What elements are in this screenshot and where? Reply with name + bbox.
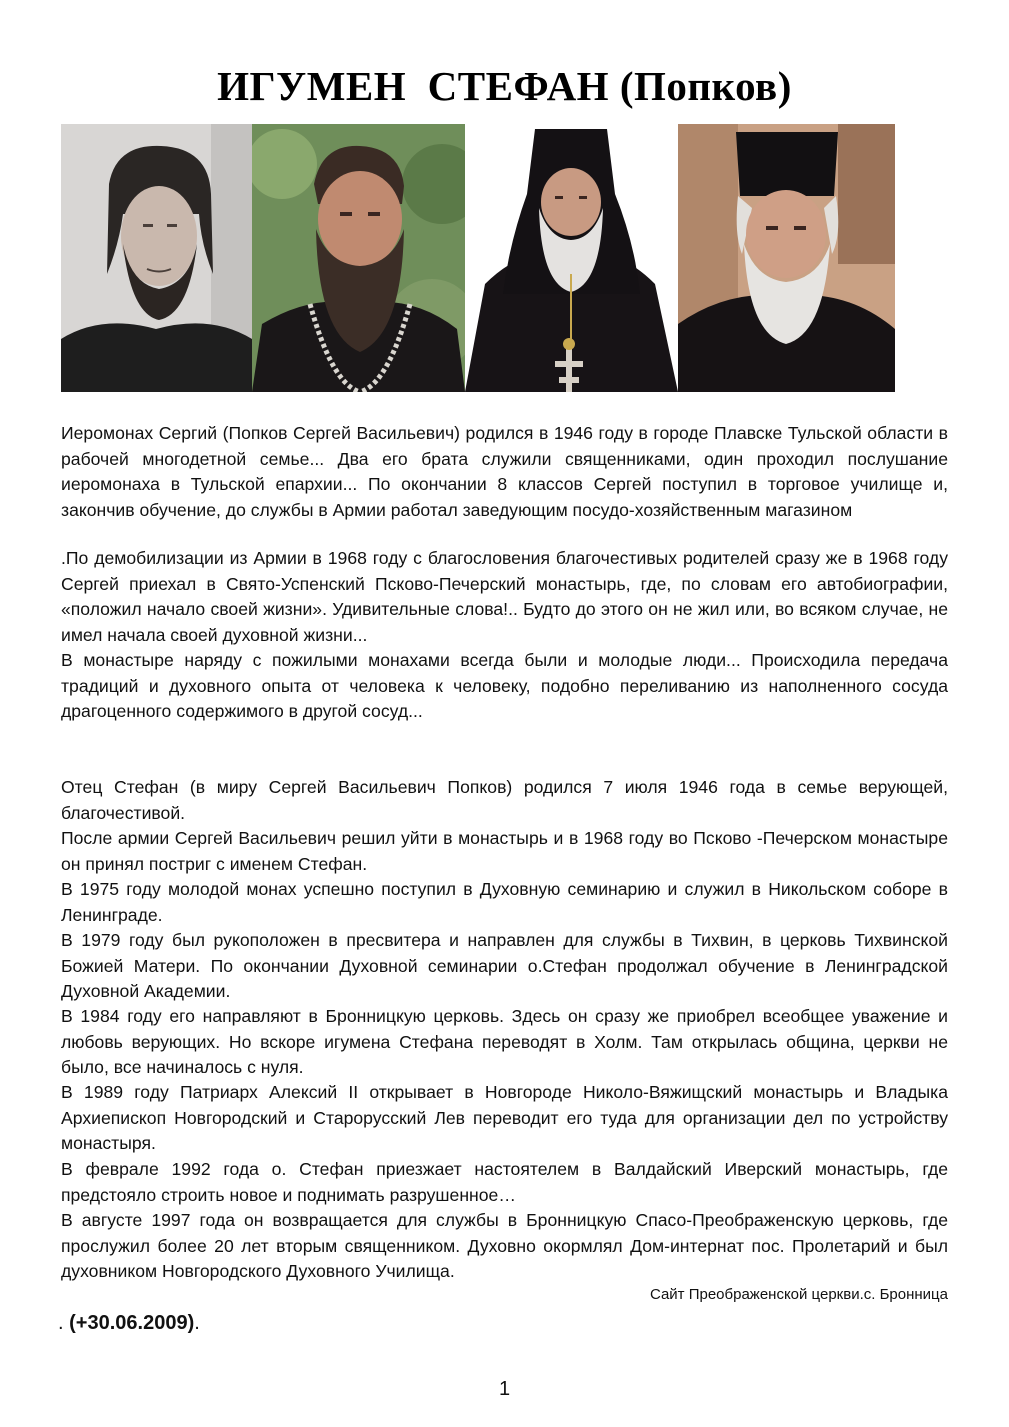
death-date-line (58, 1312, 200, 1335)
photo-elderly-priest-in-kamilavka (678, 124, 895, 392)
paragraph-3: В монастыре наряду с пожилыми монахами всегда были и молодые люди... Происходила передача традиций и духовного опыта от человека к человеку, подобно переливанию из наполненного сосуда драгоценного содержимого в другой сосуд... (61, 650, 948, 722)
photo-priest-with-cross-chain (252, 124, 465, 392)
paragraph-4: Отец Стефан (в миру Сергей Васильевич Попков) родился 7 июля 1946 года в семье верующей, благочестивой. (61, 777, 948, 823)
paragraph-5: После армии Сергей Васильевич решил уйти в монастырь и в 1968 году во Псково -Печерском монастыре он принял постриг с именем Стефан. (61, 828, 948, 874)
paragraph-11: В августе 1997 года он возвращается для службы в Бронницкую Спасо-Преображенскую церковь, где прослужил более 20 лет вторым священником. Духовно окормлял Дом-интернат пос. Пролетарий и был духовником Новгородского Духовного Училища. (61, 1210, 948, 1282)
death-date: (+30.06.2009) (69, 1312, 195, 1334)
paragraph-10: В феврале 1992 года о. Стефан приезжает настоятелем в Валдайский Иверский монастырь, где предстояло строить новое и поднимать разрушенное… (61, 1159, 948, 1205)
photo-hegumen-in-klobuk (465, 124, 678, 392)
death-prefix: . (58, 1312, 70, 1334)
page-number: 1 (498, 1378, 511, 1400)
source-credit: Сайт Преображенской церкви.с. Бронница (649, 1286, 948, 1303)
paragraph-9: В 1989 году Патриарх Алексий II открывает в Новгороде Николо-Вяжищский монастырь и Владыка Архиепископ Новгородский и Старорусский Лев переводит его туда для организации дел по устройству монастыря. (61, 1082, 948, 1154)
photo-young-monk (61, 124, 252, 392)
page-title: ИГУМЕН СТЕФАН (Попков) (217, 63, 792, 109)
portrait-priest-icon (252, 124, 465, 392)
paragraph-7: В 1979 году был рукоположен в пресвитера и направлен для службы в Тихвин, в церковь Тихвинской Божией Матери. По окончании Духовной семинарии о.Стефан продолжал обучение в Ленинградской Духовной Академии. (61, 930, 948, 1002)
death-suffix: . (194, 1312, 200, 1334)
paragraph-8: В 1984 году его направляют в Бронницкую церковь. Здесь он сразу же приобрел всеобщее уважение и любовь верующих. Но вскоре игумена Стефана переводят в Холм. Там открылась община, церкви не было, все начиналось с нуля. (61, 1006, 948, 1078)
portrait-hegumen-icon (465, 124, 678, 392)
portrait-young-monk-icon (61, 124, 252, 392)
paragraph-1: Иеромонах Сергий (Попков Сергей Васильевич) родился в 1946 году в городе Плавске Тульской области в рабочей многодетной семье... Два его брата служили священниками, один проходил послушание иеромонаха в Тульской епархии... По окончании 8 классов Сергей поступил в торговое училище и, закончив обучение, до службы в Армии работал заведующим посудо-хозяйственным магазином (61, 423, 948, 520)
photo-strip (61, 124, 895, 392)
paragraph-2: .По демобилизации из Армии в 1968 году с благословения благочестивых родителей сразу же в 1968 году Сергей приехал в Свято-Успенский Псково-Печерский монастырь, где, по словам его автобиографии, «положил начало своей жизни». Удивительные слова!.. Будто до этого он не жил или, во всяком случае, не имел начала своей духовной жизни... (61, 548, 948, 645)
paragraph-6: В 1975 году молодой монах успешно поступил в Духовную семинарию и служил в Никольском соборе в Ленинграде. (61, 879, 948, 925)
portrait-elderly-priest-icon (678, 124, 895, 392)
